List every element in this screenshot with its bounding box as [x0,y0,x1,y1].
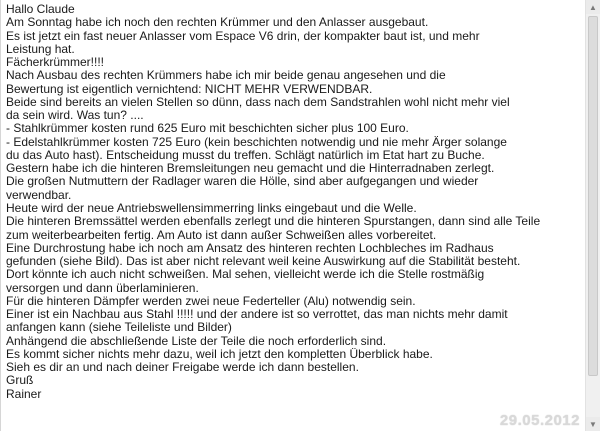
scroll-thumb[interactable] [588,16,598,376]
message-line: Dort könnte ich auch nicht schweißen. Mal sehen, vielleicht werde ich die Stelle rostmäßig [6,268,485,282]
message-line: gefunden (siehe Bild). Das ist aber nicht relevant weil keine Auswirkung auf die Stabilität besteht. [6,255,521,269]
message-line: Die großen Nutmuttern der Radlager waren die Hölle, sind aber aufgegangen und wieder [6,175,479,189]
message-line: Anhängend die abschließende Liste der Teile die noch erforderlich sind. [6,334,387,348]
message-line: - Stahlkrümmer kosten rund 625 Euro mit beschichten sicher plus 100 Euro. [6,122,409,136]
message-line: Fächerkrümmer!!!! [6,56,105,70]
message-body [6,3,572,401]
message-line: Die hinteren Bremssättel werden ebenfalls zerlegt und die hinteren Spurstangen, dann sind alle Teile [6,215,541,229]
message-line: - Edelstahlkrümmer kosten 725 Euro (kein beschichten notwendig und nie mehr Ärger solange [6,135,507,149]
message-line: Für die hinteren Dämpfer werden zwei neue Federteller (Alu) notwendig sein. [6,294,416,308]
message-line: Eine Durchrostung habe ich noch am Ansatz des hinteren rechten Lochbleches im Radhaus [6,241,494,255]
message-line: Beide sind bereits an vielen Stellen so dünn, dass nach dem Sandstrahlen wohl nicht mehr viel [6,95,510,109]
message-line: Es kommt sicher nichts mehr dazu, weil ich jetzt den kompletten Überblick habe. [6,347,433,361]
message-line: Es ist jetzt ein fast neuer Anlasser vom Espace V6 drin, der kompakter baut ist, und mehr [6,29,480,43]
date-stamp: 29.05.2012 [499,412,580,429]
message-line: Sieh es dir an und nach deiner Freigabe werde ich dann bestellen. [6,361,359,375]
message-line: verwendbar. [6,188,72,202]
message-line: Gestern habe ich die hinteren Bremsleitungen neu gemacht und die Hinterradnaben zerlegt. [6,162,495,176]
message-line: Gruß [6,374,34,388]
message-line: Heute wird der neue Antriebswellensimmerring links eingebaut und die Welle. [6,201,417,215]
message-line: Nach Ausbau des rechten Krümmers habe ich mir beide genau angesehen und die [6,69,446,83]
message-line: zum weiterbearbeiten fertig. Am Auto ist dann außer Schweißen alles vorbereitet. [6,228,437,242]
message-line: Hallo Claude [6,3,75,16]
arrow-up-icon[interactable]: ▲ [586,0,600,14]
message-line: Am Sonntag habe ich noch den rechten Krümmer und den Anlasser ausgebaut. [6,16,429,30]
message-line: du das Auto hast). Entscheidung musst du treffen. Schlägt natürlich im Etat hart zu Buche. [6,148,485,162]
vertical-scrollbar[interactable] [585,0,600,431]
message-line: Bewertung ist eigentlich vernichtend: NICHT MEHR VERWENDBAR. [6,82,373,96]
message-line: da sein wird. Was tun? .... [6,109,144,123]
message-line: Rainer [6,387,42,401]
message-line: Leistung hat. [6,42,75,56]
arrow-down-icon[interactable]: ▼ [586,417,600,431]
message-line: anfangen kann (siehe Teileliste und Bilder) [6,321,232,335]
message-line: versorgen und dann überlaminieren. [6,281,199,295]
message-line: Einer ist ein Nachbau aus Stahl !!!!! und der andere ist so verrottet, das man nichts mehr damit [6,308,508,322]
